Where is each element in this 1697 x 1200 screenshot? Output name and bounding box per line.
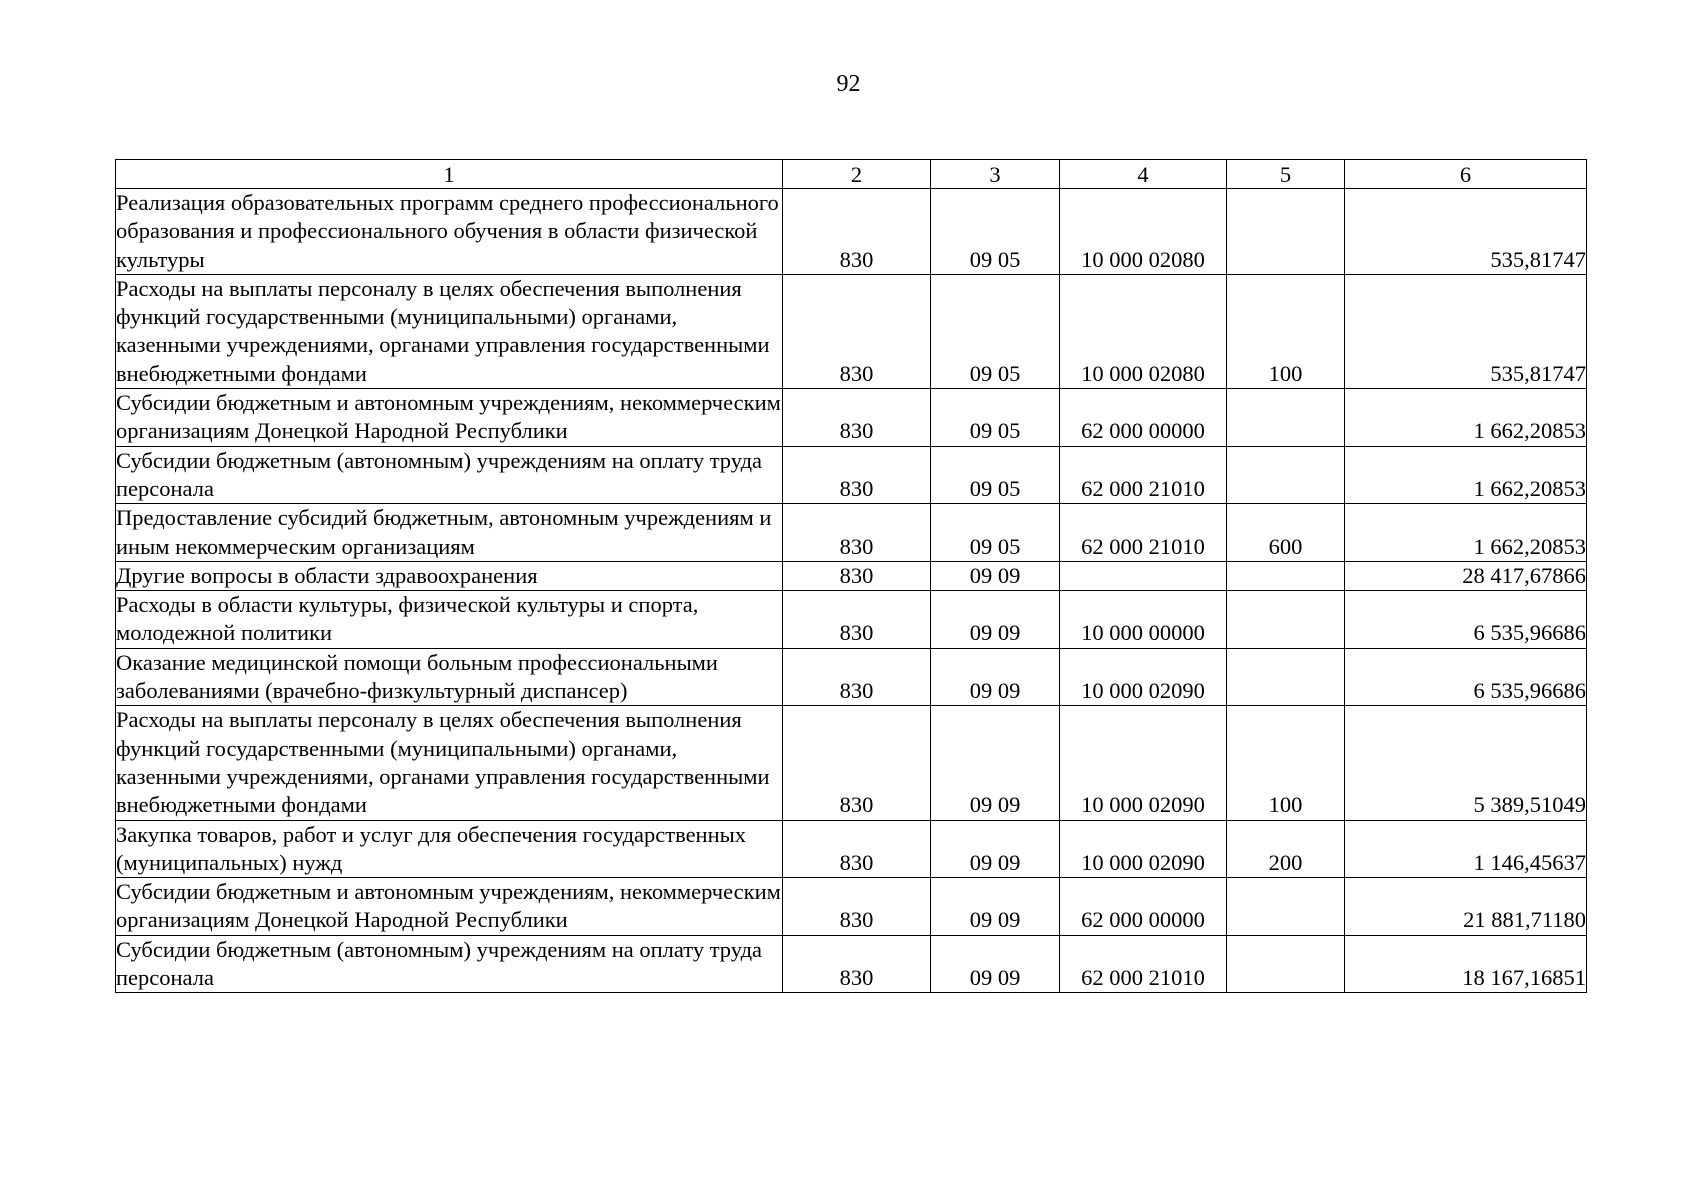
amount-cell: 535,81747: [1345, 274, 1587, 388]
expense-name-cell: Субсидии бюджетным (автономным) учреждениям на оплату труда персонала: [116, 446, 783, 504]
table-row: [116, 820, 1587, 878]
expense-name-cell: Субсидии бюджетным и автономным учреждениям, некоммерческим организациям Донецкой Народной Республики: [116, 878, 783, 936]
column-header-4: 4: [1060, 160, 1227, 189]
department-code-cell: 830: [783, 274, 931, 388]
expense-name-cell: Другие вопросы в области здравоохранения: [116, 561, 783, 590]
expense-type-cell: [1227, 878, 1345, 936]
table-row: [116, 591, 1587, 649]
expense-type-cell: 100: [1227, 706, 1345, 820]
target-article-cell: 10 000 02090: [1060, 820, 1227, 878]
table-row: [116, 189, 1587, 275]
expense-name-cell: Оказание медицинской помощи больным профессиональными заболеваниями (врачебно-физкультурный диспансер): [116, 648, 783, 706]
department-code-cell: 830: [783, 878, 931, 936]
expense-name-cell: Расходы в области культуры, физической культуры и спорта, молодежной политики: [116, 591, 783, 649]
department-code-cell: 830: [783, 561, 931, 590]
amount-cell: 1 146,45637: [1345, 820, 1587, 878]
expense-type-cell: 100: [1227, 274, 1345, 388]
target-article-cell: 62 000 21010: [1060, 935, 1227, 993]
department-code-cell: 830: [783, 706, 931, 820]
expense-type-cell: [1227, 935, 1345, 993]
amount-cell: 5 389,51049: [1345, 706, 1587, 820]
department-code-cell: 830: [783, 504, 931, 562]
target-article-cell: 62 000 21010: [1060, 504, 1227, 562]
section-code-cell: 09 09: [931, 591, 1060, 649]
target-article-cell: 62 000 00000: [1060, 878, 1227, 936]
expense-name-cell: Предоставление субсидий бюджетным, автономным учреждениям и иным некоммерческим организациям: [116, 504, 783, 562]
amount-cell: 21 881,71180: [1345, 878, 1587, 936]
table-row: [116, 878, 1587, 936]
section-code-cell: 09 05: [931, 504, 1060, 562]
column-header-2: 2: [783, 160, 931, 189]
target-article-cell: 10 000 02090: [1060, 706, 1227, 820]
target-article-cell: 10 000 00000: [1060, 591, 1227, 649]
expense-type-cell: 600: [1227, 504, 1345, 562]
section-code-cell: 09 05: [931, 189, 1060, 275]
amount-cell: 6 535,96686: [1345, 648, 1587, 706]
target-article-cell: 10 000 02090: [1060, 648, 1227, 706]
table-row: [116, 706, 1587, 820]
section-code-cell: 09 09: [931, 820, 1060, 878]
expense-name-cell: Субсидии бюджетным (автономным) учреждениям на оплату труда персонала: [116, 935, 783, 993]
table-row: [116, 446, 1587, 504]
budget-table: [115, 159, 1587, 993]
department-code-cell: 830: [783, 935, 931, 993]
department-code-cell: 830: [783, 648, 931, 706]
amount-cell: 1 662,20853: [1345, 446, 1587, 504]
table-row: [116, 648, 1587, 706]
table-header-row: [116, 160, 1587, 189]
section-code-cell: 09 09: [931, 878, 1060, 936]
table-row: [116, 935, 1587, 993]
expense-name-cell: Расходы на выплаты персоналу в целях обеспечения выполнения функций государственными (муниципальными) органами, казенными учреждениями, органами управления государственными внебюджетными фондами: [116, 706, 783, 820]
column-header-5: 5: [1227, 160, 1345, 189]
expense-type-cell: [1227, 446, 1345, 504]
target-article-cell: 62 000 21010: [1060, 446, 1227, 504]
column-header-6: 6: [1345, 160, 1587, 189]
section-code-cell: 09 09: [931, 561, 1060, 590]
table-row: [116, 504, 1587, 562]
amount-cell: 18 167,16851: [1345, 935, 1587, 993]
amount-cell: 1 662,20853: [1345, 389, 1587, 447]
expense-name-cell: Закупка товаров, работ и услуг для обеспечения государственных (муниципальных) нужд: [116, 820, 783, 878]
section-code-cell: 09 05: [931, 274, 1060, 388]
expense-name-cell: Субсидии бюджетным и автономным учреждениям, некоммерческим организациям Донецкой Народной Республики: [116, 389, 783, 447]
table-row: [116, 274, 1587, 388]
department-code-cell: 830: [783, 591, 931, 649]
department-code-cell: 830: [783, 189, 931, 275]
section-code-cell: 09 05: [931, 389, 1060, 447]
amount-cell: 1 662,20853: [1345, 504, 1587, 562]
department-code-cell: 830: [783, 820, 931, 878]
column-header-1: 1: [116, 160, 783, 189]
section-code-cell: 09 09: [931, 648, 1060, 706]
target-article-cell: [1060, 561, 1227, 590]
expense-type-cell: [1227, 389, 1345, 447]
department-code-cell: 830: [783, 389, 931, 447]
table-row: [116, 561, 1587, 590]
expense-name-cell: Реализация образовательных программ среднего профессионального образования и профессионального обучения в области физической культуры: [116, 189, 783, 275]
expense-type-cell: [1227, 561, 1345, 590]
target-article-cell: 10 000 02080: [1060, 189, 1227, 275]
target-article-cell: 62 000 00000: [1060, 389, 1227, 447]
page-number: 92: [836, 71, 861, 97]
expense-type-cell: [1227, 591, 1345, 649]
table-row: [116, 389, 1587, 447]
target-article-cell: 10 000 02080: [1060, 274, 1227, 388]
expense-name-cell: Расходы на выплаты персоналу в целях обеспечения выполнения функций государственными (муниципальными) органами, казенными учреждениями, органами управления государственными внебюджетными фондами: [116, 274, 783, 388]
amount-cell: 535,81747: [1345, 189, 1587, 275]
department-code-cell: 830: [783, 446, 931, 504]
expense-type-cell: 200: [1227, 820, 1345, 878]
section-code-cell: 09 09: [931, 706, 1060, 820]
amount-cell: 6 535,96686: [1345, 591, 1587, 649]
expense-type-cell: [1227, 189, 1345, 275]
section-code-cell: 09 05: [931, 446, 1060, 504]
amount-cell: 28 417,67866: [1345, 561, 1587, 590]
expense-type-cell: [1227, 648, 1345, 706]
column-header-3: 3: [931, 160, 1060, 189]
section-code-cell: 09 09: [931, 935, 1060, 993]
